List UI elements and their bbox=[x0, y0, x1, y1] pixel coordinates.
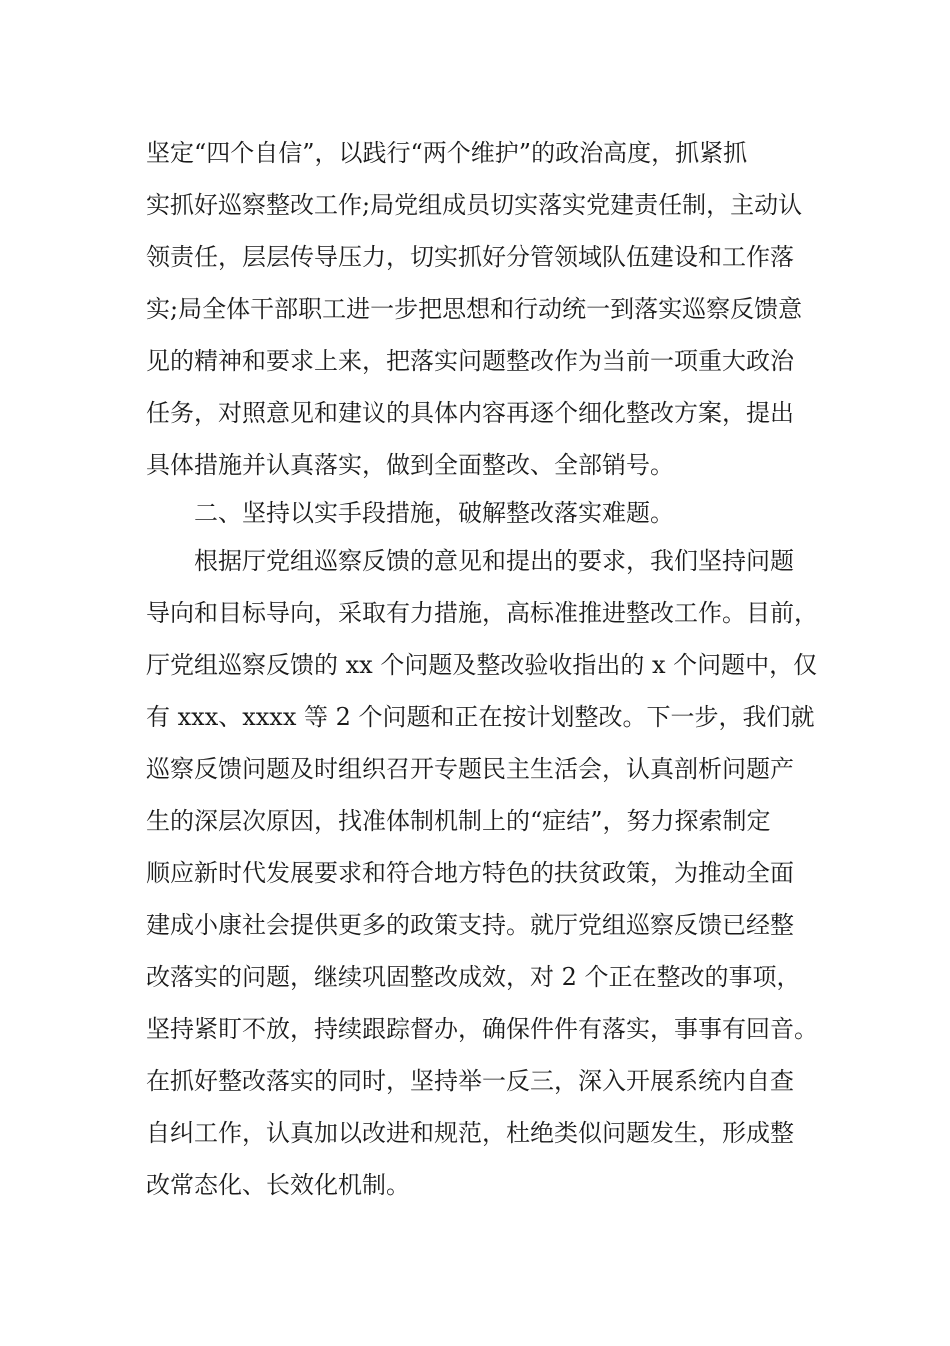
paragraph-line: 见的精神和要求上来，把落实问题整改作为当前一项重大政治 bbox=[146, 347, 794, 375]
paragraph-line: 根据厅党组巡察反馈的意见和提出的要求，我们坚持问题 bbox=[194, 547, 794, 575]
paragraph-line: 实抓好巡察整改工作;局党组成员切实落实党建责任制，主动认 bbox=[146, 191, 803, 219]
paragraph-line: 具体措施并认真落实，做到全面整改、全部销号。 bbox=[146, 451, 674, 479]
paragraph-line: 坚定“四个自信”，以践行“两个维护”的政治高度，抓紧抓 bbox=[146, 139, 748, 167]
paragraph-line: 领责任，层层传导压力，切实抓好分管领域队伍建设和工作落 bbox=[146, 243, 794, 271]
paragraph-line: 顺应新时代发展要求和符合地方特色的扶贫政策，为推动全面 bbox=[146, 859, 794, 887]
section-heading: 二、坚持以实手段措施，破解整改落实难题。 bbox=[194, 499, 674, 527]
paragraph-line: 实;局全体干部职工进一步把思想和行动统一到落实巡察反馈意 bbox=[146, 295, 803, 323]
paragraph-line: 改常态化、长效化机制。 bbox=[146, 1171, 410, 1199]
paragraph-line: 生的深层次原因，找准体制机制上的“症结”，努力探索制定 bbox=[146, 807, 771, 835]
paragraph-line: 自纠工作，认真加以改进和规范，杜绝类似问题发生，形成整 bbox=[146, 1119, 794, 1147]
paragraph-line: 改落实的问题，继续巩固整改成效，对 2 个正在整改的事项， bbox=[146, 963, 801, 991]
paragraph-line: 坚持紧盯不放，持续跟踪督办，确保件件有落实，事事有回音。 bbox=[146, 1015, 818, 1043]
paragraph-line: 巡察反馈问题及时组织召开专题民主生活会，认真剖析问题产 bbox=[146, 755, 794, 783]
paragraph-line: 建成小康社会提供更多的政策支持。就厅党组巡察反馈已经整 bbox=[146, 911, 794, 939]
paragraph-line: 厅党组巡察反馈的 xx 个问题及整改验收指出的 x 个问题中，仅 bbox=[146, 651, 818, 679]
paragraph-line: 有 xxx、xxxx 等 2 个问题和正在按计划整改。下一步，我们就 bbox=[146, 703, 815, 731]
paragraph-line: 任务，对照意见和建议的具体内容再逐个细化整改方案，提出 bbox=[146, 399, 794, 427]
paragraph-line: 导向和目标导向，采取有力措施，高标准推进整改工作。目前， bbox=[146, 599, 818, 627]
paragraph-line: 在抓好整改落实的同时，坚持举一反三，深入开展系统内自查 bbox=[146, 1067, 794, 1095]
